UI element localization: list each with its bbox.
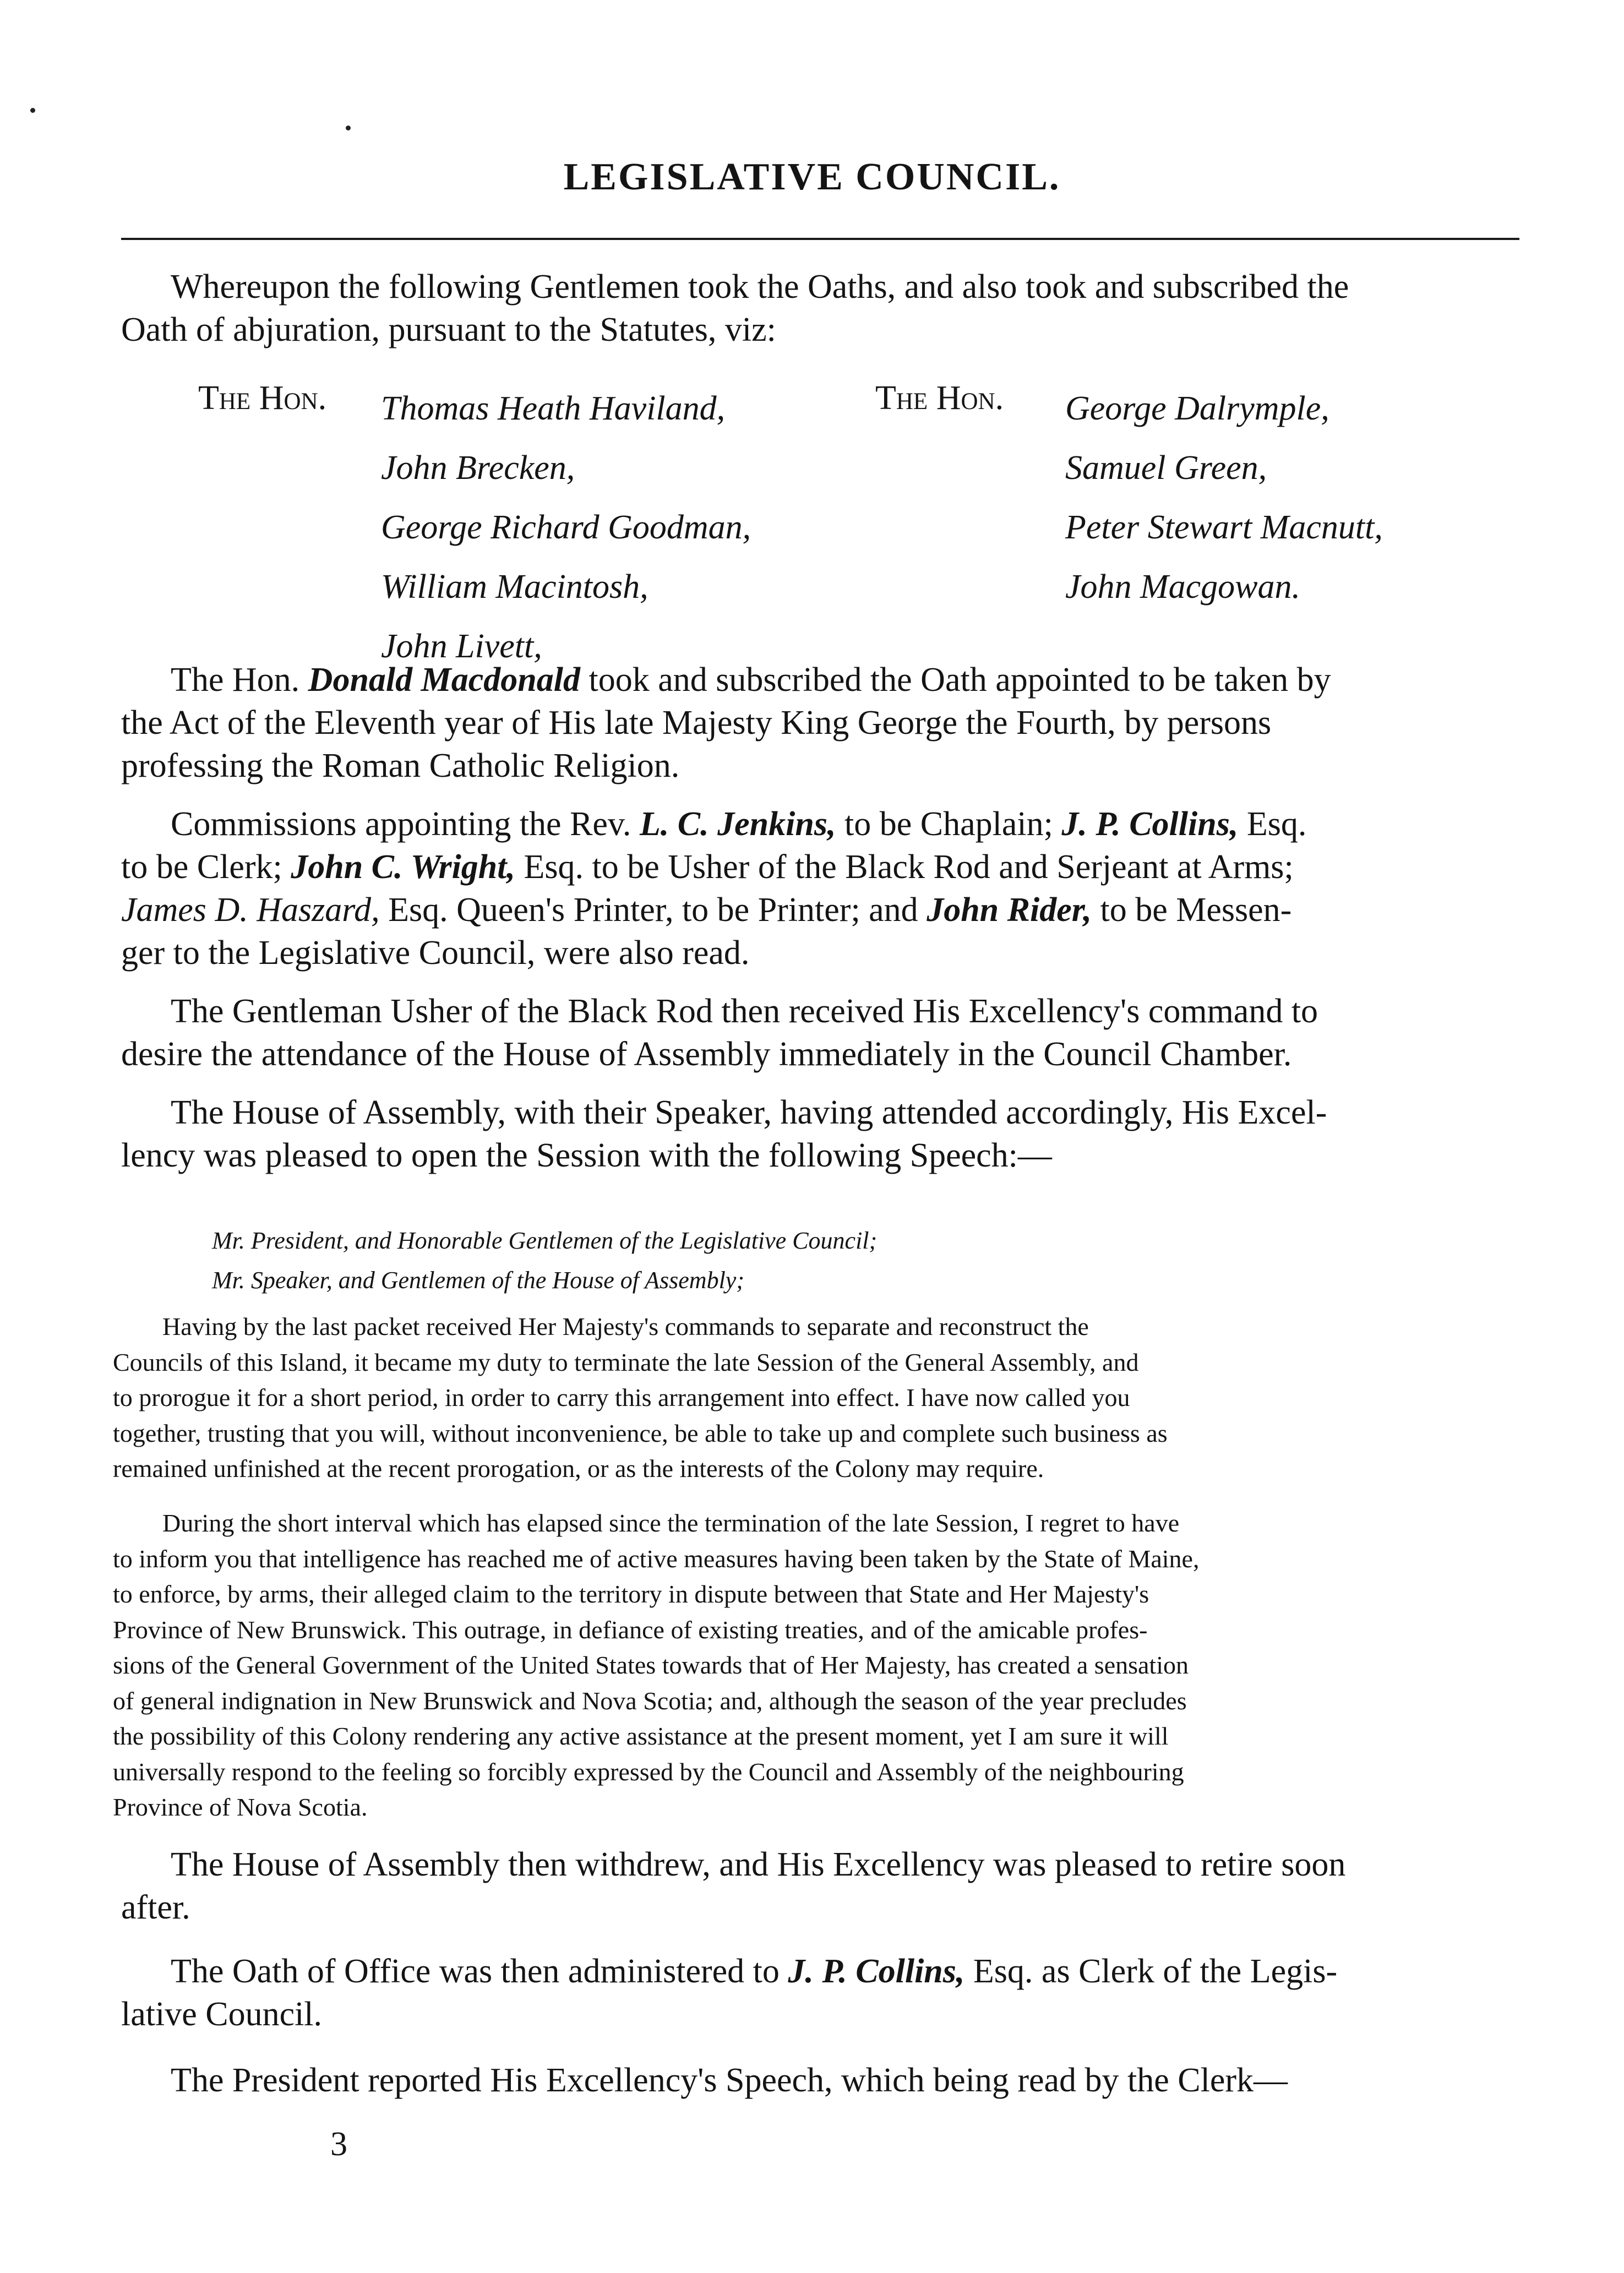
text-line: Province of New Brunswick. This outrage, in defiance of existing treaties, and of the amicable profes- xyxy=(113,1615,1148,1644)
text-span: Esq. Queen's Printer, to be Printer; and xyxy=(379,891,927,929)
text-line: Oath of abjuration, pursuant to the Statutes, viz: xyxy=(121,311,776,348)
text-line: Province of Nova Scotia. xyxy=(113,1793,368,1821)
text-line: lency was pleased to open the Session with the following Speech:— xyxy=(121,1137,1052,1174)
name-span: James D. Haszard, xyxy=(121,891,380,929)
text-line: of general indignation in New Brunswick and Nova Scotia; and, although the season of the year precludes xyxy=(113,1686,1187,1715)
text-line: The House of Assembly then withdrew, and His Excellency was pleased to retire soon xyxy=(171,1846,1346,1883)
text-span: The Hon. xyxy=(171,661,308,699)
macdonald-paragraph xyxy=(121,658,1519,787)
text-line xyxy=(121,1950,1519,1993)
name-entry: John Macgowan. xyxy=(1065,568,1301,606)
text-line: the Act of the Eleventh year of His late Majesty King George the Fourth, by persons xyxy=(121,704,1272,742)
oath-of-office-paragraph xyxy=(121,1950,1519,2036)
text-line: During the short interval which has elapsed since the termination of the late Session, I regret to have xyxy=(162,1509,1180,1537)
name-span: Donald Macdonald xyxy=(308,661,581,699)
text-span: to be Clerk; xyxy=(121,848,291,886)
names-right-column xyxy=(1065,379,1383,617)
text-line: The President reported His Excellency's Speech, which being read by the Clerk— xyxy=(171,2062,1288,2099)
oaths-paragraph xyxy=(121,265,1519,351)
speech-address-assembly: Mr. Speaker, and Gentlemen of the House of Assembly; xyxy=(212,1267,744,1294)
text-line: Having by the last packet received Her Majesty's commands to separate and reconstruct the xyxy=(162,1312,1089,1340)
text-line: the possibility of this Colony rendering any active assistance at the present moment, yet I am sure it will xyxy=(113,1722,1169,1750)
names-left-column xyxy=(381,379,751,676)
text-line: after. xyxy=(121,1889,190,1926)
hon-label-right: The Hon. xyxy=(875,379,1004,417)
page-title: LEGISLATIVE COUNCIL. xyxy=(563,156,1061,198)
name-entry: George Richard Goodman, xyxy=(381,509,751,546)
text-line: together, trusting that you will, without inconvenience, be able to take up and complete such business as xyxy=(113,1419,1168,1447)
name-entry: George Dalrymple, xyxy=(1065,390,1329,427)
name-span: John C. Wright, xyxy=(291,848,516,886)
text-line: to inform you that intelligence has reached me of active measures having been taken by the State of Maine, xyxy=(113,1544,1200,1573)
ink-speck xyxy=(30,108,35,113)
text-line: ger to the Legislative Council, were also read. xyxy=(121,934,750,972)
text-line xyxy=(121,889,1519,931)
commissions-paragraph xyxy=(121,803,1519,974)
name-span: John Rider, xyxy=(927,891,1092,929)
text-line: The House of Assembly, with their Speaker, having attended accordingly, His Excel- xyxy=(171,1094,1327,1131)
ink-speck xyxy=(346,126,351,130)
assembly-attended-paragraph xyxy=(121,1091,1519,1177)
withdrew-paragraph xyxy=(121,1843,1519,1929)
text-line: to enforce, by arms, their alleged claim to the territory in dispute between that State and Her Majesty's xyxy=(113,1580,1149,1608)
text-line: remained unfinished at the recent prorogation, or as the interests of the Colony may require. xyxy=(113,1454,1044,1482)
text-span: took and subscribed the Oath appointed to be taken by xyxy=(580,661,1331,699)
name-entry: Samuel Green, xyxy=(1065,449,1267,487)
text-line: to prorogue it for a short period, in order to carry this arrangement into effect. I have now called you xyxy=(113,1383,1130,1411)
hon-label-left: The Hon. xyxy=(198,379,327,417)
text-span: Esq. xyxy=(1238,805,1307,843)
name-span: J. P. Collins, xyxy=(788,1953,965,1990)
text-line xyxy=(121,658,1519,701)
text-span: Esq. as Clerk of the Legis- xyxy=(964,1953,1338,1990)
black-rod-paragraph xyxy=(121,990,1519,1076)
name-entry: John Brecken, xyxy=(381,449,575,487)
text-span: to be Chaplain; xyxy=(836,805,1062,843)
name-entry: Peter Stewart Macnutt, xyxy=(1065,509,1383,546)
text-span: Esq. to be Usher of the Black Rod and Serjeant at Arms; xyxy=(515,848,1294,886)
speech-address-council: Mr. President, and Honorable Gentlemen of the Legislative Council; xyxy=(212,1227,878,1254)
name-entry: John Livett, xyxy=(381,628,542,665)
text-line: The Gentleman Usher of the Black Rod then received His Excellency's command to xyxy=(171,993,1318,1030)
page-number: 3 xyxy=(330,2125,347,2163)
text-line xyxy=(121,803,1519,846)
speech-paragraph-2 xyxy=(113,1506,1519,1825)
text-span: The Oath of Office was then administered to xyxy=(171,1953,788,1990)
name-span: L. C. Jenkins, xyxy=(639,805,836,843)
text-line: lative Council. xyxy=(121,1996,323,2033)
name-entry: William Macintosh, xyxy=(381,568,648,606)
name-span: J. P. Collins, xyxy=(1061,805,1239,843)
text-line: universally respond to the feeling so forcibly expressed by the Council and Assembly of the neighbouring xyxy=(113,1757,1184,1786)
text-line: sions of the General Government of the United States towards that of Her Majesty, has created a sensation xyxy=(113,1651,1189,1679)
text-line xyxy=(121,846,1519,889)
name-entry: Thomas Heath Haviland, xyxy=(381,390,726,427)
text-line: Councils of this Island, it became my duty to terminate the late Session of the General Assembly, and xyxy=(113,1348,1139,1376)
president-reported-paragraph xyxy=(121,2059,1519,2102)
text-line: desire the attendance of the House of Assembly immediately in the Council Chamber. xyxy=(121,1035,1292,1073)
text-span: Commissions appointing the Rev. xyxy=(171,805,640,843)
speech-paragraph-1 xyxy=(113,1309,1519,1487)
text-line: Whereupon the following Gentlemen took the Oaths, and also took and subscribed the xyxy=(171,268,1349,306)
text-span: to be Messen- xyxy=(1091,891,1292,929)
title-rule xyxy=(121,238,1519,240)
text-line: professing the Roman Catholic Religion. xyxy=(121,747,680,784)
